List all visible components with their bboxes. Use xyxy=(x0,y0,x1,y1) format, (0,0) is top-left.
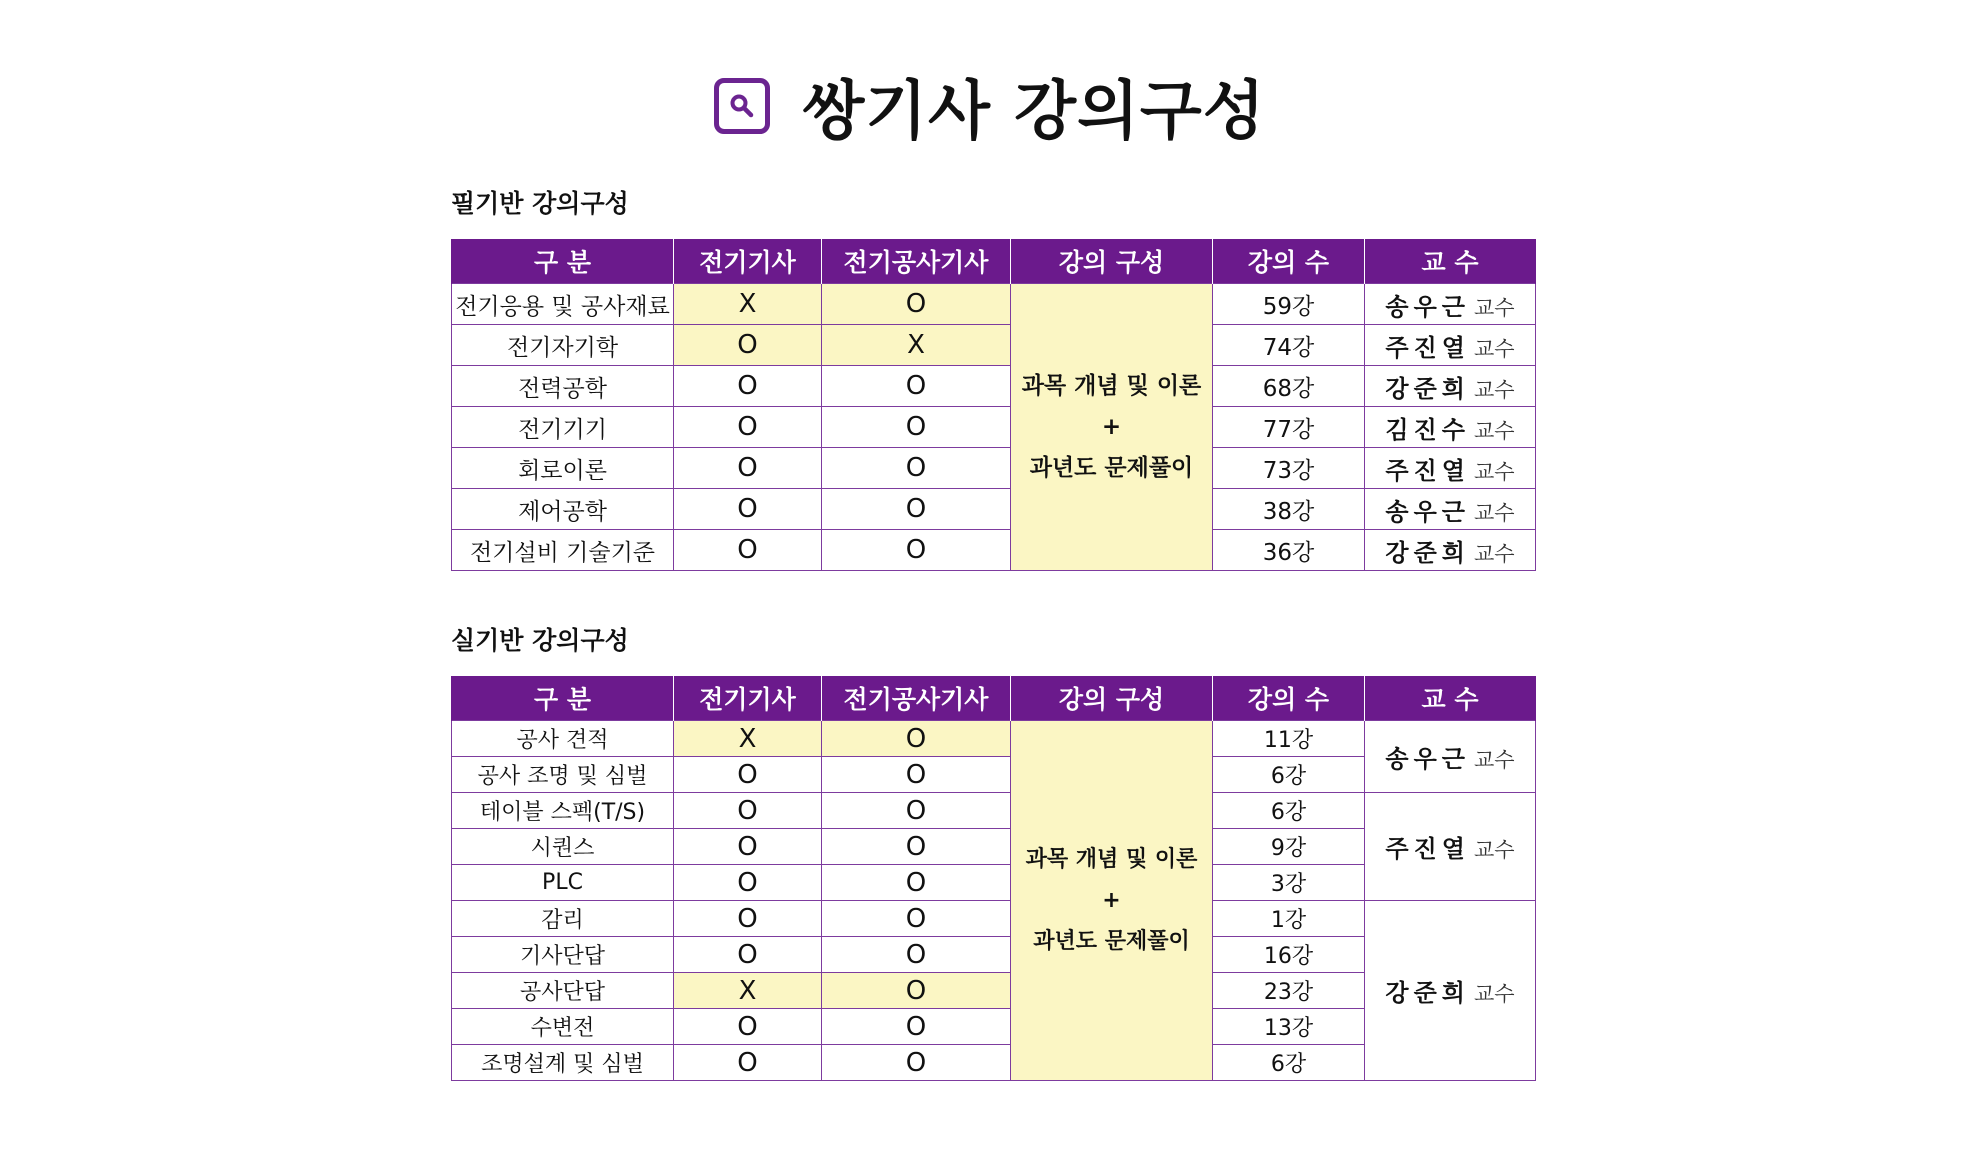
o-mark: O xyxy=(737,412,758,442)
professor-title: 교수 xyxy=(1473,377,1515,402)
lecture-count-cell: 74강 xyxy=(1213,325,1365,366)
subject-cell: 전력공학 xyxy=(452,366,674,407)
availability-cell xyxy=(822,530,1011,571)
professor-title: 교수 xyxy=(1473,500,1515,525)
o-mark: O xyxy=(737,535,758,565)
o-mark: O xyxy=(737,939,758,970)
subject-cell: 시퀀스 xyxy=(452,829,674,865)
lecture-count-cell: 77강 xyxy=(1213,407,1365,448)
written-course-table xyxy=(451,239,1536,571)
o-mark: O xyxy=(737,759,758,790)
lecture-count-cell: 38강 xyxy=(1213,489,1365,530)
course-composition-cell xyxy=(1011,284,1213,571)
subject-cell: 수변전 xyxy=(452,1009,674,1045)
subject-cell: 회로이론 xyxy=(452,448,674,489)
lecture-count-cell: 59강 xyxy=(1213,284,1365,325)
availability-cell xyxy=(822,407,1011,448)
o-mark: O xyxy=(905,494,927,524)
column-header: 강의 수 xyxy=(1213,676,1365,721)
availability-cell xyxy=(822,489,1011,530)
table-row xyxy=(452,284,1536,325)
o-mark: O xyxy=(737,867,758,898)
o-mark: O xyxy=(737,494,758,524)
o-mark: O xyxy=(905,1047,927,1078)
professor-cell xyxy=(1365,793,1536,901)
column-header: 전기공사기사 xyxy=(822,676,1011,721)
table-row xyxy=(452,901,1536,937)
professor-name: 주진열 xyxy=(1385,835,1470,863)
availability-cell xyxy=(822,1045,1011,1081)
column-header: 전기기사 xyxy=(674,676,822,721)
column-header: 교 수 xyxy=(1365,239,1536,284)
lecture-count-cell: 36강 xyxy=(1213,530,1365,571)
concept-plus: + xyxy=(1101,413,1122,440)
lecture-count-cell: 68강 xyxy=(1213,366,1365,407)
professor-title: 교수 xyxy=(1473,295,1515,320)
availability-cell xyxy=(674,325,822,366)
column-header: 강의 수 xyxy=(1213,239,1365,284)
professor-cell xyxy=(1365,448,1536,489)
availability-cell xyxy=(822,448,1011,489)
o-mark: O xyxy=(905,723,927,754)
professor-title: 교수 xyxy=(1473,838,1515,862)
subject-cell: 전기응용 및 공사재료 xyxy=(452,284,674,325)
professor-title: 교수 xyxy=(1473,336,1515,361)
lecture-count-cell: 23강 xyxy=(1213,973,1365,1009)
x-mark: X xyxy=(907,330,925,360)
subject-cell: 공사 견적 xyxy=(452,721,674,757)
x-mark: X xyxy=(738,975,757,1006)
concept-line: 과목 개념 및 이론 xyxy=(1025,847,1198,872)
o-mark: O xyxy=(905,371,927,401)
o-mark: O xyxy=(905,535,927,565)
o-mark: O xyxy=(737,831,758,862)
availability-cell xyxy=(674,1045,822,1081)
professor-title: 교수 xyxy=(1473,459,1515,484)
availability-cell xyxy=(822,366,1011,407)
o-mark: O xyxy=(905,795,927,826)
professor-title: 교수 xyxy=(1473,418,1515,443)
professor-cell xyxy=(1365,407,1536,448)
search-icon xyxy=(714,78,770,134)
lecture-count-cell: 13강 xyxy=(1213,1009,1365,1045)
concept-line: 과년도 문제풀이 xyxy=(1033,929,1190,954)
subject-cell: 전기자기학 xyxy=(452,325,674,366)
table-header-row xyxy=(452,676,1536,721)
professor-title: 교수 xyxy=(1473,982,1515,1006)
column-header: 강의 구성 xyxy=(1011,239,1213,284)
table-row xyxy=(452,407,1536,448)
o-mark: O xyxy=(737,1011,758,1042)
o-mark: O xyxy=(737,903,758,934)
subject-cell: 공사단답 xyxy=(452,973,674,1009)
availability-cell xyxy=(822,721,1011,757)
x-mark: X xyxy=(738,723,757,754)
o-mark: O xyxy=(905,831,927,862)
subject-cell: 전기설비 기술기준 xyxy=(452,530,674,571)
availability-cell xyxy=(822,284,1011,325)
o-mark: O xyxy=(737,371,758,401)
availability-cell xyxy=(822,829,1011,865)
o-mark: O xyxy=(905,903,927,934)
column-header: 전기기사 xyxy=(674,239,822,284)
page-header xyxy=(0,64,1980,148)
x-mark: X xyxy=(738,289,757,319)
availability-cell xyxy=(674,284,822,325)
table-row xyxy=(452,448,1536,489)
availability-cell xyxy=(822,793,1011,829)
availability-cell xyxy=(822,937,1011,973)
subject-cell: 기사단답 xyxy=(452,937,674,973)
written-section-title: 필기반 강의구성 xyxy=(451,189,629,218)
professor-name: 김진수 xyxy=(1385,415,1470,444)
lecture-count-cell: 16강 xyxy=(1213,937,1365,973)
availability-cell xyxy=(674,757,822,793)
availability-cell xyxy=(674,865,822,901)
availability-cell xyxy=(674,448,822,489)
availability-cell xyxy=(674,366,822,407)
o-mark: O xyxy=(737,1047,758,1078)
professor-cell xyxy=(1365,325,1536,366)
professor-name: 강준희 xyxy=(1385,374,1470,403)
availability-cell xyxy=(822,1009,1011,1045)
professor-cell xyxy=(1365,721,1536,793)
column-header: 구 분 xyxy=(452,239,674,284)
availability-cell xyxy=(674,973,822,1009)
availability-cell xyxy=(674,829,822,865)
availability-cell xyxy=(674,937,822,973)
table-row xyxy=(452,325,1536,366)
lecture-count-cell: 11강 xyxy=(1213,721,1365,757)
subject-cell: 전기기기 xyxy=(452,407,674,448)
availability-cell xyxy=(822,901,1011,937)
column-header: 교 수 xyxy=(1365,676,1536,721)
lecture-count-cell: 73강 xyxy=(1213,448,1365,489)
o-mark: O xyxy=(737,453,758,483)
professor-cell xyxy=(1365,366,1536,407)
professor-cell xyxy=(1365,901,1536,1081)
availability-cell xyxy=(674,407,822,448)
table-row xyxy=(452,530,1536,571)
professor-cell xyxy=(1365,530,1536,571)
professor-name: 송우근 xyxy=(1385,745,1470,773)
concept-plus: + xyxy=(1102,888,1121,913)
professor-title: 교수 xyxy=(1473,541,1515,566)
subject-cell: 조명설계 및 심벌 xyxy=(452,1045,674,1081)
course-composition-cell xyxy=(1011,721,1213,1081)
o-mark: O xyxy=(905,939,927,970)
subject-cell: 테이블 스펙(T/S) xyxy=(452,793,674,829)
table-row xyxy=(452,366,1536,407)
o-mark: O xyxy=(905,867,927,898)
professor-name: 송우근 xyxy=(1385,292,1470,321)
professor-name: 강준희 xyxy=(1385,538,1470,567)
o-mark: O xyxy=(905,289,927,319)
professor-name: 주진열 xyxy=(1385,456,1470,485)
page-title: 쌍기사 강의구성 xyxy=(802,75,1266,149)
availability-cell xyxy=(674,793,822,829)
column-header: 구 분 xyxy=(452,676,674,721)
professor-cell xyxy=(1365,489,1536,530)
subject-cell: PLC xyxy=(452,865,674,901)
professor-name: 강준희 xyxy=(1385,979,1470,1007)
table-row xyxy=(452,721,1536,757)
subject-cell: 감리 xyxy=(452,901,674,937)
availability-cell xyxy=(822,325,1011,366)
o-mark: O xyxy=(905,759,927,790)
concept-line: 과목 개념 및 이론 xyxy=(1021,372,1202,399)
availability-cell xyxy=(674,721,822,757)
availability-cell xyxy=(674,1009,822,1045)
table-row xyxy=(452,793,1536,829)
professor-cell xyxy=(1365,284,1536,325)
column-header: 강의 구성 xyxy=(1011,676,1213,721)
lecture-count-cell: 9강 xyxy=(1213,829,1365,865)
o-mark: O xyxy=(905,453,927,483)
availability-cell xyxy=(822,973,1011,1009)
availability-cell xyxy=(674,901,822,937)
lecture-count-cell: 3강 xyxy=(1213,865,1365,901)
lecture-count-cell: 6강 xyxy=(1213,757,1365,793)
availability-cell xyxy=(674,489,822,530)
professor-name: 송우근 xyxy=(1385,497,1470,526)
concept-line: 과년도 문제풀이 xyxy=(1029,454,1194,481)
subject-cell: 제어공학 xyxy=(452,489,674,530)
professor-title: 교수 xyxy=(1473,748,1515,772)
column-header: 전기공사기사 xyxy=(822,239,1011,284)
lecture-count-cell: 6강 xyxy=(1213,1045,1365,1081)
availability-cell xyxy=(822,865,1011,901)
lecture-count-cell: 1강 xyxy=(1213,901,1365,937)
o-mark: O xyxy=(737,330,758,360)
availability-cell xyxy=(822,757,1011,793)
subject-cell: 공사 조명 및 심벌 xyxy=(452,757,674,793)
practical-course-table xyxy=(451,676,1536,1081)
availability-cell xyxy=(674,530,822,571)
o-mark: O xyxy=(905,975,927,1006)
lecture-count-cell: 6강 xyxy=(1213,793,1365,829)
practical-section-title: 실기반 강의구성 xyxy=(451,626,629,655)
professor-name: 주진열 xyxy=(1385,333,1470,362)
table-row xyxy=(452,489,1536,530)
o-mark: O xyxy=(737,795,758,826)
o-mark: O xyxy=(905,1011,927,1042)
o-mark: O xyxy=(905,412,927,442)
table-header-row xyxy=(452,239,1536,284)
